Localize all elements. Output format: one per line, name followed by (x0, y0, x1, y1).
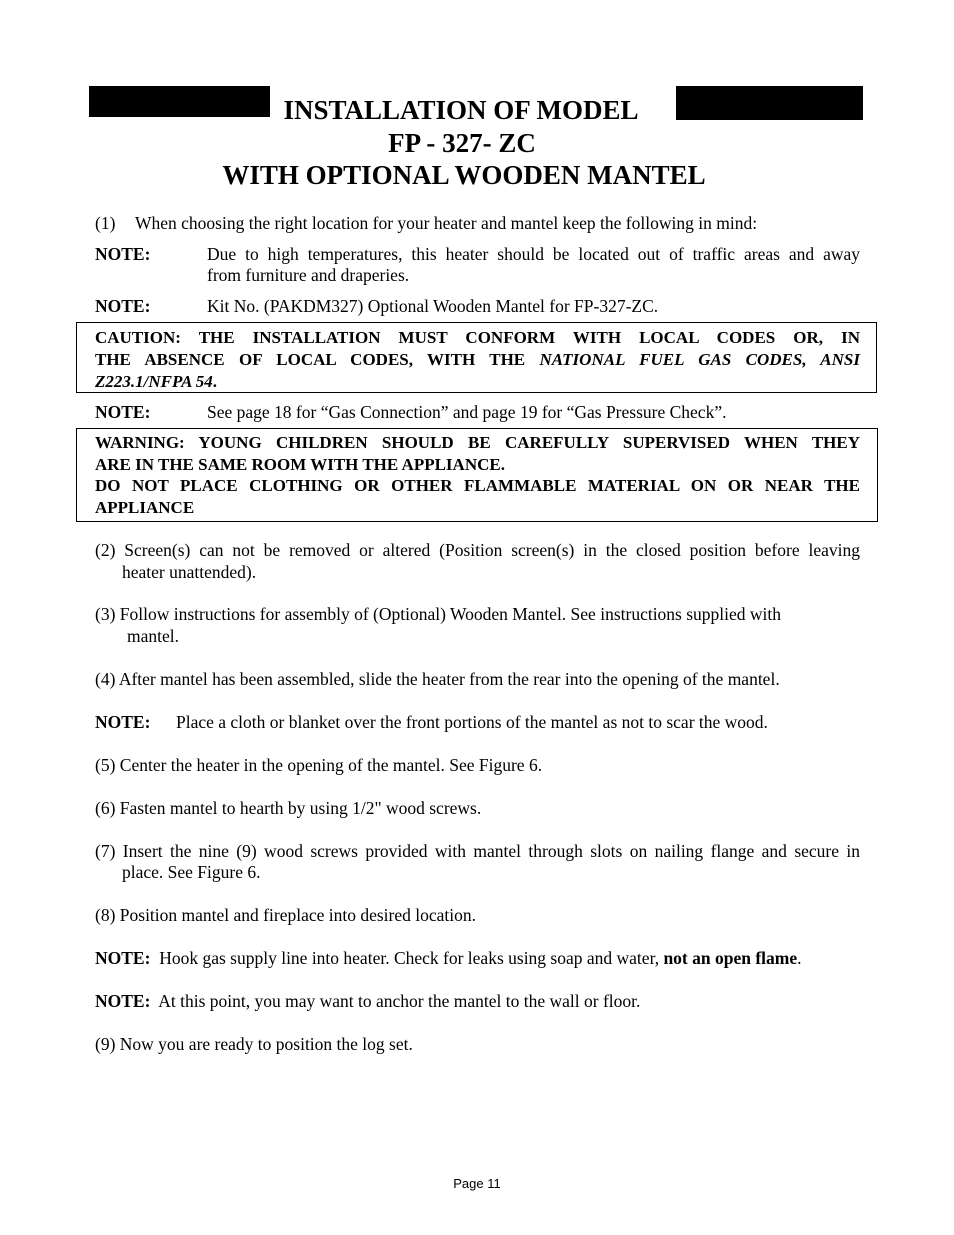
step-9-text: (9) Now you are ready to position the log set. (95, 1034, 413, 1054)
step-7-line-1: (7) Insert the nine (9) wood screws provided with mantel through slots on nailing flange and secure in (95, 841, 860, 861)
caution-line-3 (95, 371, 217, 393)
note-hook-bold: not an open flame (663, 948, 798, 968)
note-hook-end: . (797, 948, 802, 968)
caution-line-2-italic: NATIONAL FUEL GAS CODES, ANSI (539, 350, 860, 369)
note-location-label: NOTE: (95, 244, 151, 264)
note-gas-label: NOTE: (95, 402, 151, 422)
caution-line-1: CAUTION: THE INSTALLATION MUST CONFORM WITH LOCAL CODES OR, IN (95, 328, 860, 347)
note-anchor-text: At this point, you may want to anchor the mantel to the wall or floor. (158, 991, 641, 1011)
warning-line-1: WARNING: YOUNG CHILDREN SHOULD BE CAREFULLY SUPERVISED WHEN THEY (95, 433, 860, 452)
step-1-text: When choosing the right location for your heater and mantel keep the following in mind: (135, 213, 758, 233)
page-title-line-2: FP - 327- ZC (388, 128, 536, 158)
step-2-line-1: (2) Screen(s) can not be removed or altered (Position screen(s) in the closed position before leaving (95, 540, 860, 560)
note-anchor-label: NOTE: (95, 991, 151, 1011)
step-5-text: (5) Center the heater in the opening of the mantel. See Figure 6. (95, 755, 543, 775)
note-gas-text: See page 18 for “Gas Connection” and page 19 for “Gas Pressure Check”. (207, 402, 727, 422)
note-cloth-text: Place a cloth or blanket over the front portions of the mantel as not to scar the wood. (176, 712, 768, 732)
step-8-text: (8) Position mantel and fireplace into desired location. (95, 905, 477, 925)
warning-line-4: APPLIANCE (95, 498, 195, 517)
note-location-line-2: from furniture and draperies. (207, 265, 410, 285)
warning-line-3: DO NOT PLACE CLOTHING OR OTHER FLAMMABLE MATERIAL ON OR NEAR THE (95, 476, 860, 495)
page-title-line-3: WITH OPTIONAL WOODEN MANTEL (222, 160, 706, 190)
warning-line-2: ARE IN THE SAME ROOM WITH THE APPLIANCE. (95, 455, 505, 474)
step-4-text: (4) After mantel has been assembled, slide the heater from the rear into the opening of the mantel. (95, 669, 780, 689)
step-7-line-2: place. See Figure 6. (122, 862, 261, 882)
note-kit-label: NOTE: (95, 296, 151, 316)
note-hook-text: Hook gas supply line into heater. Check for leaks using soap and water, (159, 948, 664, 968)
note-anchor (95, 991, 640, 1012)
note-kit-text: Kit No. (PAKDM327) Optional Wooden Mantel for FP-327-ZC. (207, 296, 659, 316)
page-title-line-1: INSTALLATION OF MODEL (283, 95, 639, 125)
step-3-line-1: (3) Follow instructions for assembly of (Optional) Wooden Mantel. See instructions supplied with (95, 604, 782, 624)
note-location-line-1: Due to high temperatures, this heater should be located out of traffic areas and away (207, 244, 860, 264)
caution-line-3-end: . (212, 372, 217, 391)
note-cloth-label: NOTE: (95, 712, 151, 732)
step-1-number: (1) (95, 213, 116, 233)
caution-line-2 (95, 349, 860, 371)
page-number: Page 11 (453, 1176, 501, 1191)
note-hook-label: NOTE: (95, 948, 151, 968)
step-3-line-2: mantel. (127, 626, 179, 646)
note-hook (95, 948, 802, 969)
caution-code-ref: Z223.1/NFPA 54 (95, 372, 213, 391)
caution-line-2-plain: THE ABSENCE OF LOCAL CODES, WITH THE (95, 350, 540, 369)
step-2-line-2: heater unattended). (122, 562, 257, 582)
step-6-text: (6) Fasten mantel to hearth by using 1/2" wood screws. (95, 798, 482, 818)
